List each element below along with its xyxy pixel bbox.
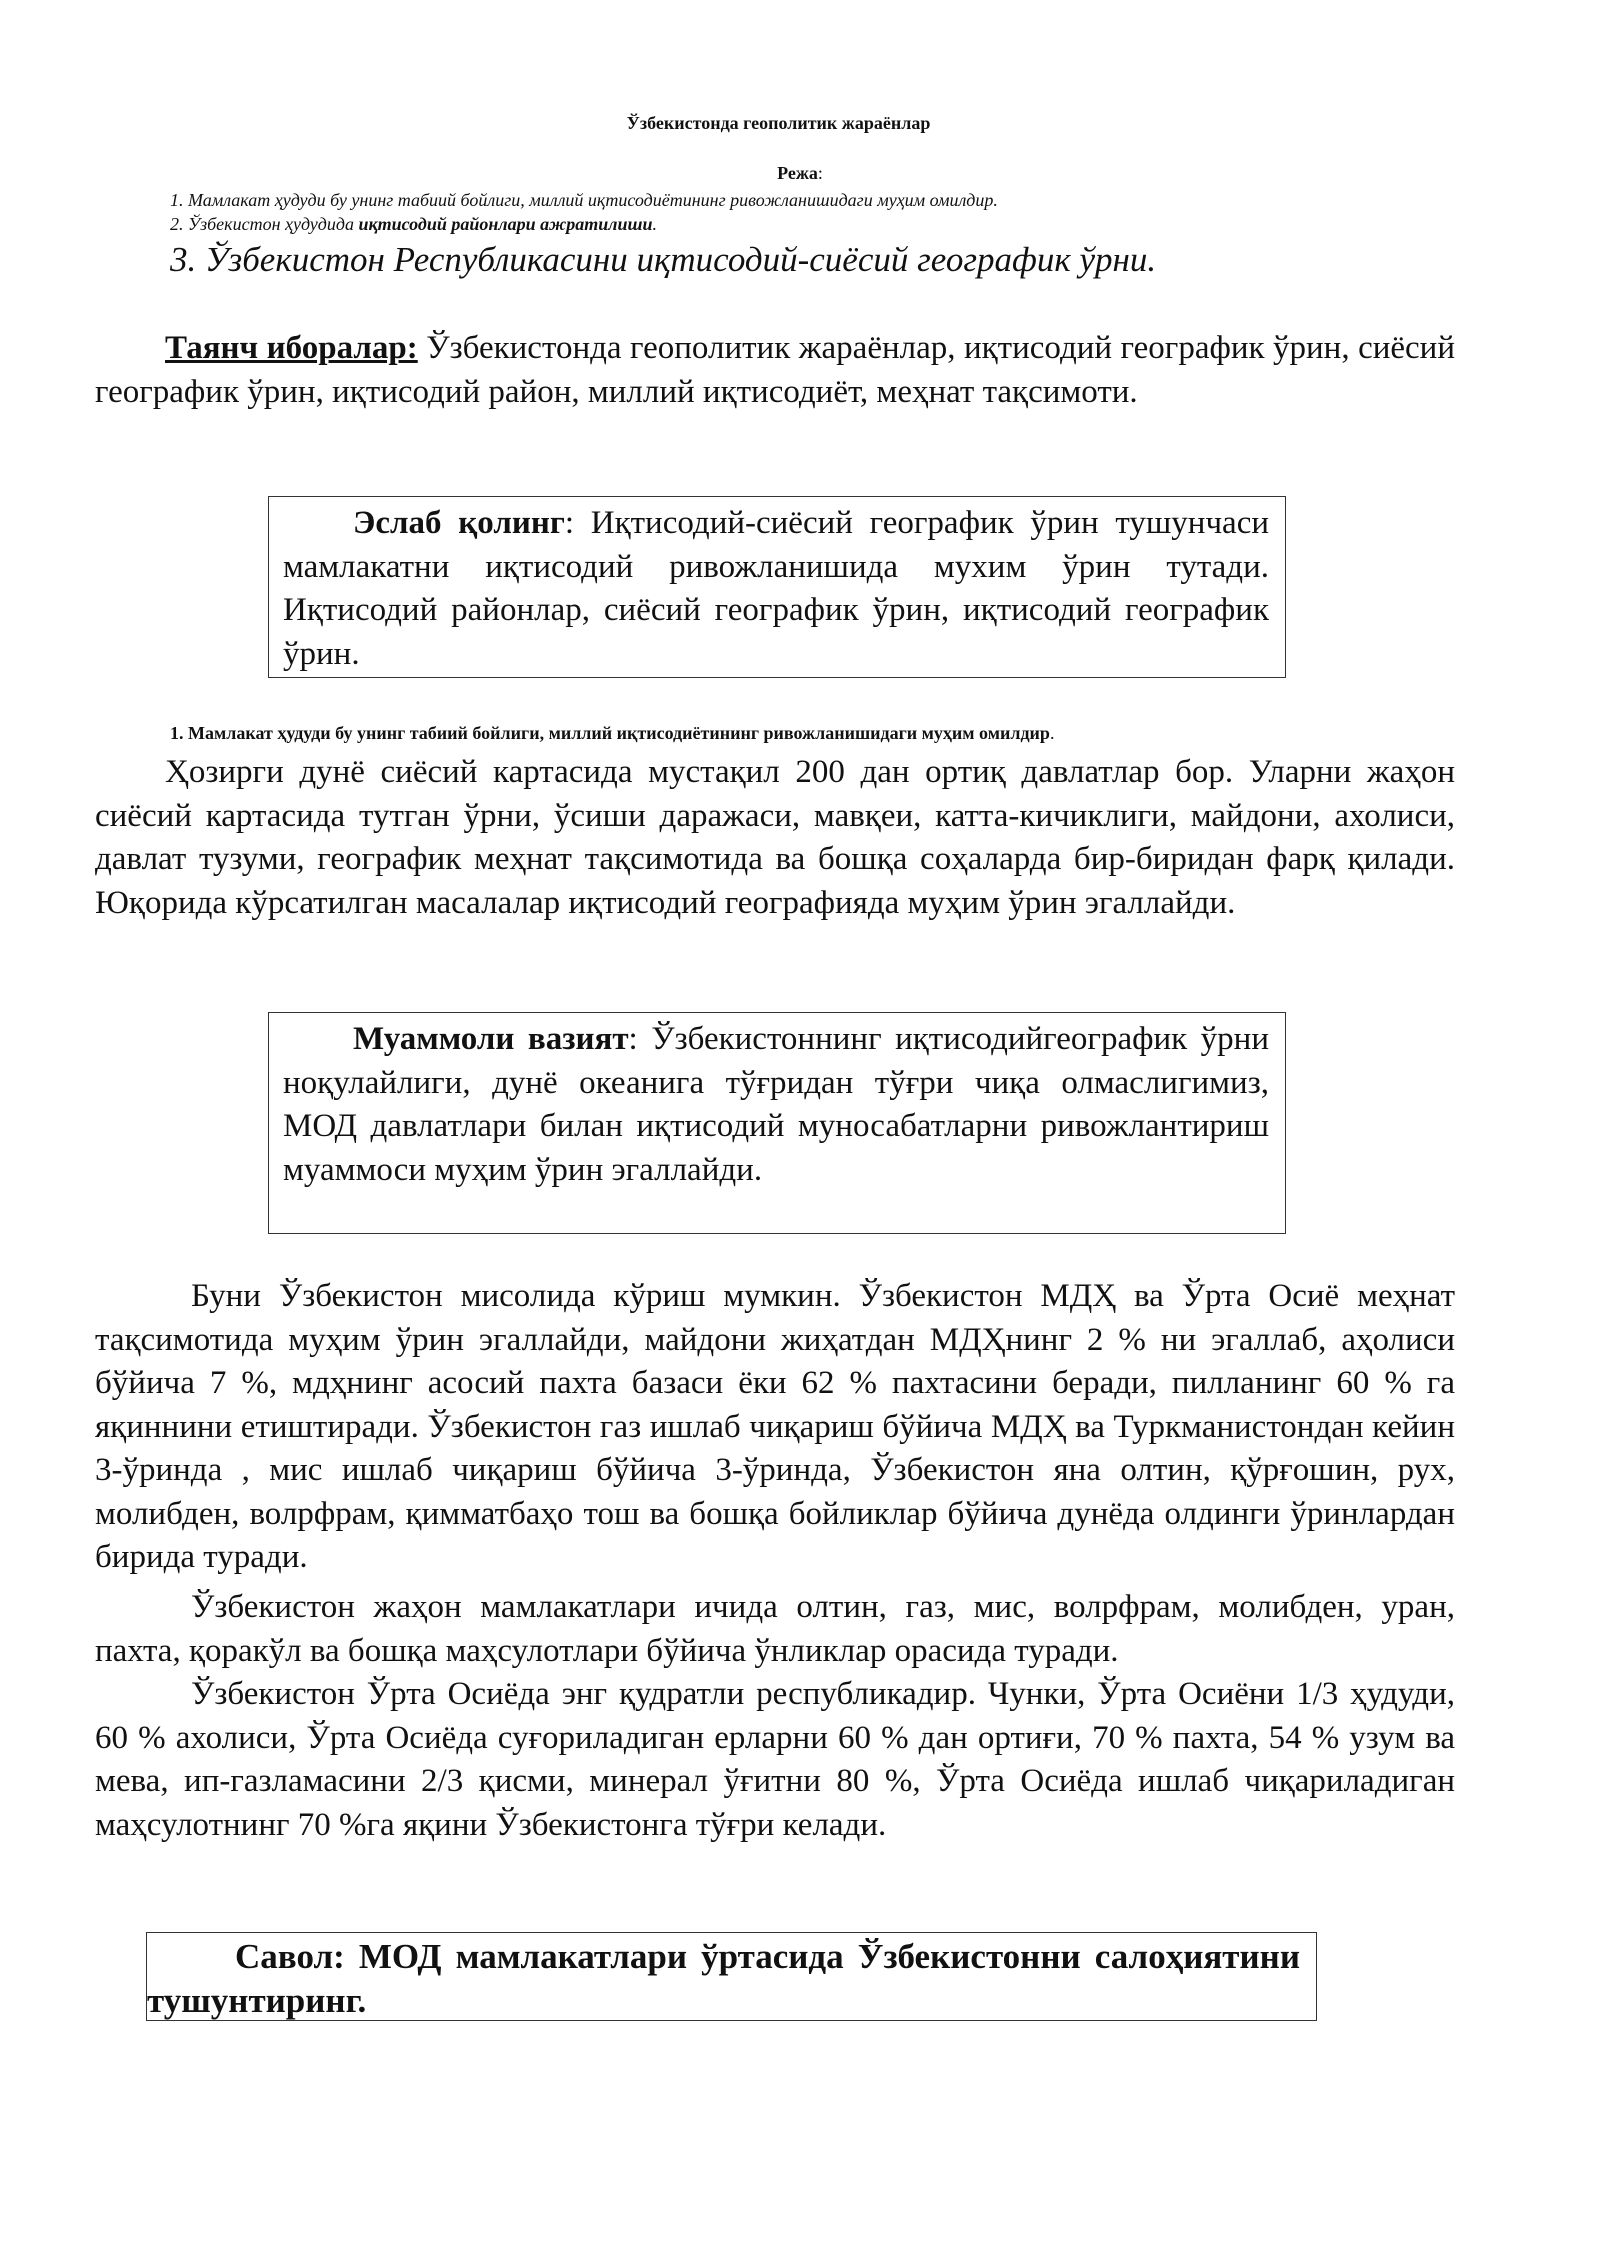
section-1-paragraph: Ҳозирги дунё сиёсий картасида мустақил 200 дан ортиқ давлатлар бор. Уларни жаҳон сиёсий картасида тутган ўрни, ўсиши даражаси, мавқеи, катта-кичиклиги, майдони, ахолиси, давлат тузуми, географик меҳнат тақсимотида ва бошқа соҳаларда бир-биридан фарқ қилади. Юқорида кўрсатилган масалалар иқтисодий географияда муҳим ўрин эгаллайди. xyxy=(95,754,1455,921)
problem-box-label: Муаммоли вазият xyxy=(353,1021,629,1057)
paragraph-2: Ўзбекистон жаҳон мамлакатлари ичида олтин, газ, мис, волрфрам, молибден, уран, пахта, қоракўл ва бошқа маҳсулотлари бўйича ўнликлар орасида туради. xyxy=(95,1589,1455,1669)
plan-item-3: 3. Ўзбекистон Республикасини иқтисодий-сиёсий географик ўрни. xyxy=(170,240,1157,279)
question-box xyxy=(146,1932,1317,2021)
remember-box-text: : Иқтисодий-сиёсий географик ўрин тушунчаси мамлакатни иқтисодий ривожланишида мухим ўрин тутади. Иқтисодий районлар, сиёсий географик ўрин, иқтисодий географик ўрин. xyxy=(283,505,1270,672)
plan-item-2-bold: иқтисодий районлари ажратилиши xyxy=(358,214,653,234)
plan-heading-colon: : xyxy=(817,163,823,183)
plan-item-2 xyxy=(170,214,657,235)
plan-heading-label: Режа xyxy=(777,163,818,183)
problem-box-paragraph xyxy=(283,1018,1269,1192)
plan-heading xyxy=(0,163,1600,184)
plan-item-2-suffix: . xyxy=(652,214,658,234)
remember-box xyxy=(268,496,1286,678)
paragraph-3: Ўзбекистон Ўрта Осиёда энг қудратли республикадир. Чунки, Ўрта Осиёни 1/3 ҳудуди, 60 % ахолиси, Ўрта Осиёда суғориладиган ерларни 60 % дан ортиғи, 70 % пахта, 54 % узум ва мева, ип-газламасини 2/3 қисми, минерал ўғитни 80 %, Ўрта Осиёда ишлаб чиқариладиган маҳсулотнинг 70 %га яқини Ўзбекистонга тўғри келади. xyxy=(95,1676,1455,1843)
problem-box-text: : Ўзбекистоннинг иқтисодийгеографик ўрни ноқулайлиги, дунё океанига тўғридан тўғри чиқа олмаслигимиз, МОД давлатлари билан иқтисодий муносабатларни ривожлантириш муаммоси муҳим ўрин эгаллайди. xyxy=(283,1021,1269,1188)
document-title: Ўзбекистонда геополитик жараёнлар xyxy=(626,113,931,133)
paragraph-1: Буни Ўзбекистон мисолида кўриш мумкин. Ўзбекистон МДҲ ва Ўрта Осиё меҳнат тақсимотида муҳим ўрин эгаллайди, майдони жиҳатдан МДҲнинг 2 % ни эгаллаб, аҳолиси бўйича 7 %, мдҳнинг асосий пахта базаси ёки 62 % пахтасини беради, пилланинг 60 % га яқиннини етиштиради. Ўзбекистон газ ишлаб чиқариш бўйича МДҲ ва Туркманистондан кейин 3-ўринда , мис ишлаб чиқариш бўйича 3-ўринда, Ўзбекистон яна олтин, қўрғошин, рух, молибден, волрфрам, қимматбаҳо тош ва бошқа бойликлар бўйича дунёда олдинги ўринлардан бирида туради. xyxy=(95,1278,1455,1575)
section-1-heading xyxy=(170,723,1054,744)
problem-box xyxy=(268,1012,1286,1234)
remember-box-paragraph xyxy=(283,502,1269,676)
key-terms-label: Таянч иборалар: xyxy=(165,330,418,366)
question-text: Савол: МОД мамлакатлари ўртасида Ўзбекистонни салоҳиятини тушунтиринг. xyxy=(147,1937,1300,2020)
plan-item-2-text: 2. Ўзбекистон ҳудудида xyxy=(170,214,359,234)
key-terms-paragraph xyxy=(95,327,1455,414)
remember-box-label: Эслаб қолинг xyxy=(353,505,565,541)
section-1-heading-text: 1. Мамлакат ҳудуди бу унинг табиий бойлиги, миллий иқтисодиётининг ривожланишидаги муҳим омилдир xyxy=(170,723,1050,743)
section-1-heading-suffix: . xyxy=(1049,723,1055,743)
key-terms-text: Ўзбекистонда геополитик жараёнлар, иқтисодий географик ўрин, сиёсий географик ўрин, иқтисодий район, миллий иқтисодиёт, меҳнат тақсимоти. xyxy=(95,330,1455,410)
plan-item-1: 1. Мамлакат ҳудуди бу унинг табиий бойлиги, миллий иқтисодиётининг ривожланишидаги муҳим омилдир. xyxy=(170,190,998,210)
